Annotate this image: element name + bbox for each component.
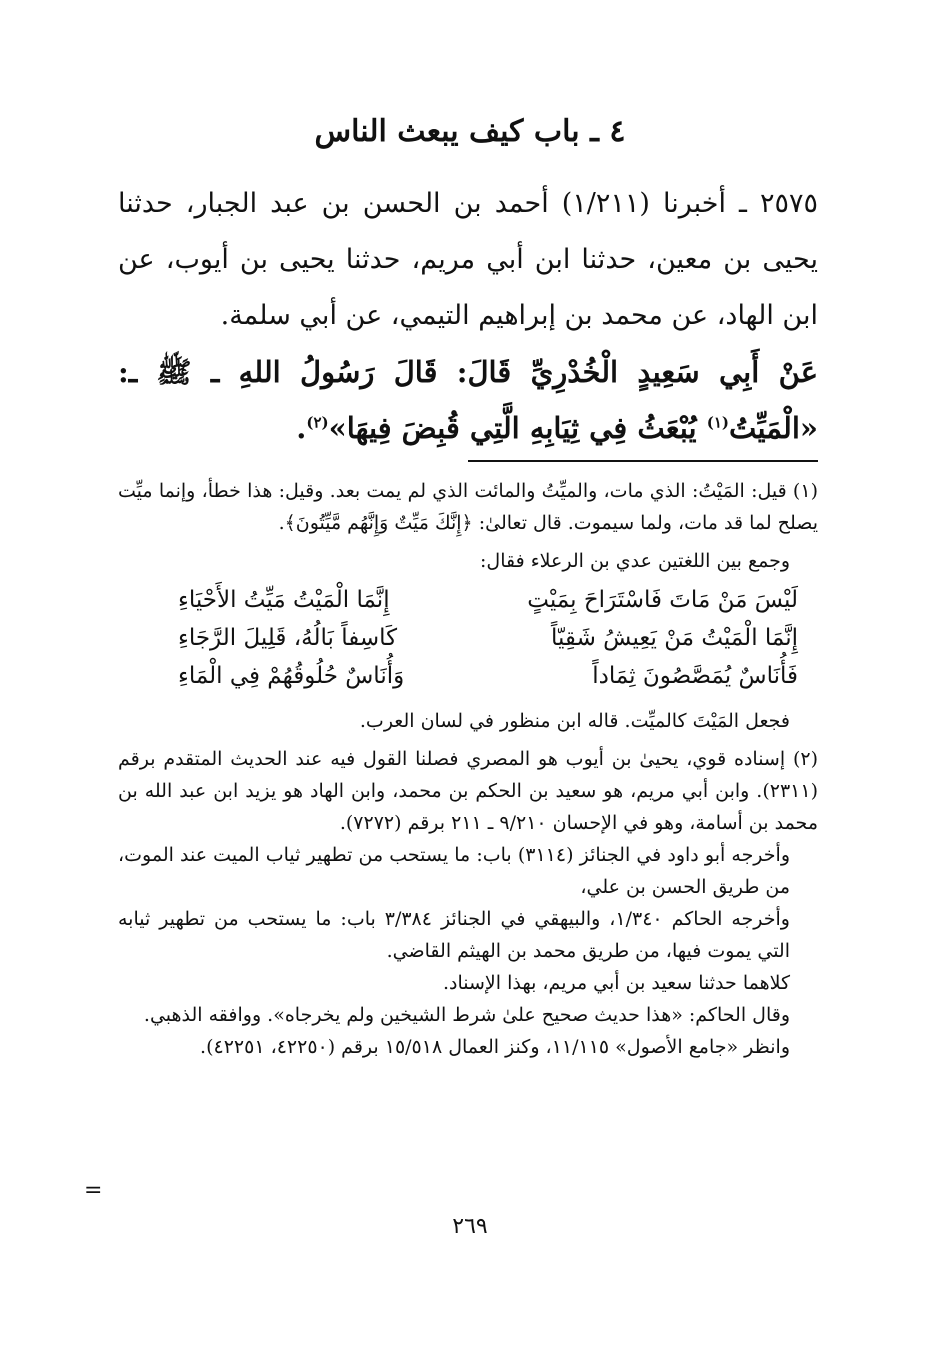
footnote-2-hakim: وأخرجه الحاكم ١/٣٤٠، والبيهقي في الجنائز ٣/٣٨٤ باب: ما يستحب من تطهير ثيابه التي يموت فيها، من طريق محمد بن الهيثم القاضي. [118, 908, 790, 962]
poem-verse [118, 657, 818, 695]
page-number: ٢٦٩ [452, 1214, 488, 1239]
hadith-text-part2: يُبْعَثُ فِي ثِيَابِهِ الَّتِي قُبِضَ فِيهَا» [328, 411, 707, 445]
continuation-mark: = [84, 1178, 103, 1203]
footnote-2-abu-dawud: وأخرجه أبو داود في الجنائز (٣١١٤) باب: ما يستحب من تطهير ثياب الميت عند الموت، من طريق الحسن بن علي، [118, 844, 790, 898]
poem-verse [118, 581, 818, 619]
verse-second-hemistich: إِنَّمَا الْمَيْتُ مَيِّتُ الأَحْيَاءِ [178, 587, 390, 613]
hadith-end: . [296, 411, 307, 445]
poem-intro: وجمع بين اللغتين عدي بن الرعلاء فقال: [480, 550, 790, 572]
footnote-2-both: كلاهما حدثنا سعيد بن أبي مريم، بهذا الإسناد. [442, 972, 790, 994]
verse-first-hemistich: لَيْسَ مَنْ مَاتَ فَاسْتَرَاحَ بِمَيْتٍ [527, 587, 798, 613]
chapter-heading: ٤ ـ باب كيف يبعث الناس [314, 114, 626, 149]
footnote-ref-2[interactable]: (٢) [306, 413, 329, 432]
footnote-1-end: فجعل المَيْتَ كالميِّت. قاله ابن منظور في لسان العرب. [359, 710, 790, 732]
footnote-2: (٢) إسناده قوي، يحيىٰ بن أيوب هو المصري فصلنا القول فيه عند الحديث المتقدم برقم (٢٣١١). وابن أبي مريم، هو سعيد بن الحكم بن محمد، وابن الهاد هو يزيد ابن عبد الله بن محمد بن أسامة، وهو في الإحسان ٩/٢١٠ ـ ٢١١ برقم (٧٢٧٢). [118, 748, 818, 834]
footnotes [118, 475, 818, 1063]
verse-first-hemistich: فَأُنَاسٌ يُمَصَّصُونَ ثِمَاداً [592, 663, 798, 689]
footnote-ref-1[interactable]: (١) [706, 413, 729, 432]
hadith-text-part1: عَنْ أَبِي سَعِيدٍ الْخُدْرِيِّ قَالَ: قَالَ رَسُولُ اللهِ ـ ﷺ ـ: «الْمَيِّتُ [118, 355, 818, 445]
hadith-isnad: ٢٥٧٥ ـ أخبرنا (١/٢١١) أحمد بن الحسن بن عبد الجبار، حدثنا يحيى بن معين، حدثنا ابن أبي مريم، حدثنا يحيى بن أيوب، عن ابن الهاد، عن محمد بن إبراهيم التيمي، عن أبي سلمة. [118, 188, 819, 331]
poem [118, 581, 818, 695]
verse-second-hemistich: وَأُنَاسٌ حُلُوقُهُمْ فِي الْمَاءِ [178, 663, 405, 689]
hadith-matn [118, 344, 818, 456]
footnote-1: (١) قيل: المَيْتُ: الذي مات، والميِّتُ والمائت الذي لم يمت بعد. وقيل: هذا خطأ، وإنما ميِّت يصلح لما قد مات، ولما سيموت. قال تعالىٰ: ﴿إِنَّكَ مَيِّتٌ وَإِنَّهُم مَّيِّتُونَ﴾. [118, 480, 818, 534]
poem-verse [118, 619, 818, 657]
footnote-2-see-also: وانظر «جامع الأصول» ١١/١١٥، وكنز العمال ١٥/٥١٨ برقم (٤٢٢٥٠، ٤٢٢٥١). [200, 1036, 790, 1058]
verse-first-hemistich: إِنَّمَا الْمَيْتُ مَنْ يَعِيشُ شَقِيّاً [550, 625, 798, 651]
footnote-separator [468, 460, 818, 462]
footnote-2-hakim-said: وقال الحاكم: «هذا حديث صحيح علىٰ شرط الشيخين ولم يخرجاه». ووافقه الذهبي. [143, 1004, 790, 1026]
verse-second-hemistich: كَاسِفاً بَالُهُ، قَلِيلَ الرَّجَاءِ [178, 625, 398, 651]
